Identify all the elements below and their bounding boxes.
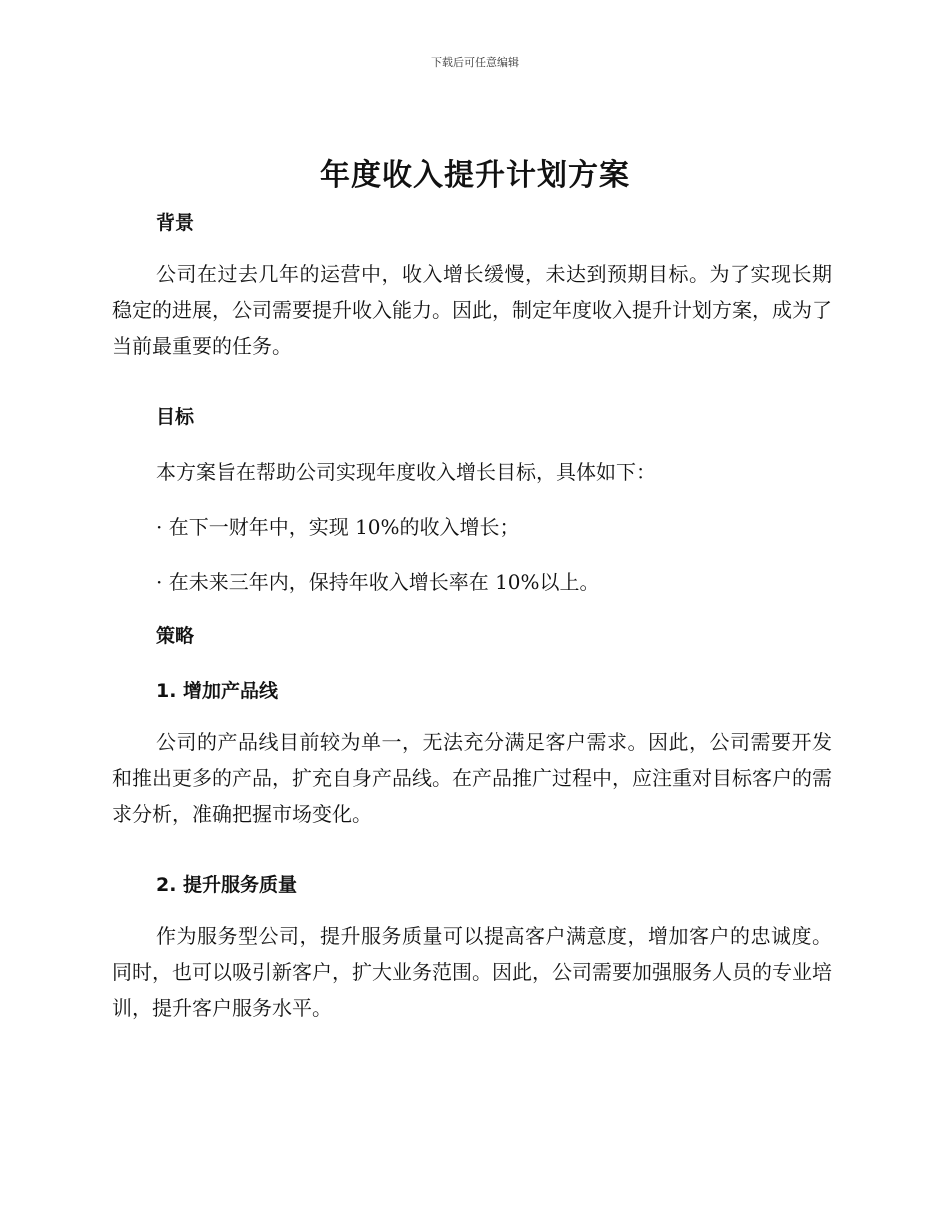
strategy-section-1-heading: 1. 增加产品线	[156, 680, 279, 702]
strategy-section-1-paragraph: 公司的产品线目前较为单一，无法充分满足客户需求。因此，公司需要开发和推出更多的产品，扩充自身产品线。在产品推广过程中，应注重对目标客户的需求分析，准确把握市场变化。	[112, 730, 832, 826]
goal-item-1: · 在下一财年中，实现 10%的收入增长；	[156, 515, 520, 539]
goals-intro: 本方案旨在帮助公司实现年度收入增长目标，具体如下：	[156, 460, 656, 484]
document-title: 年度收入提升计划方案	[320, 158, 630, 193]
background-paragraph: 公司在过去几年的运营中，收入增长缓慢，未达到预期目标。为了实现长期稳定的进展，公司需要提升收入能力。因此，制定年度收入提升计划方案，成为了当前最重要的任务。	[112, 262, 832, 358]
goal-item-2: · 在未来三年内，保持年收入增长率在 10%以上。	[156, 570, 600, 594]
strategy-heading: 策略	[156, 625, 195, 647]
strategy-section-2-heading: 2. 提升服务质量	[156, 874, 298, 896]
strategy-section-2-paragraph: 作为服务型公司，提升服务质量可以提高客户满意度，增加客户的忠诚度。同时，也可以吸引新客户，扩大业务范围。因此，公司需要加强服务人员的专业培训，提升客户服务水平。	[112, 924, 832, 1020]
goals-heading: 目标	[156, 406, 195, 428]
background-heading: 背景	[156, 212, 195, 234]
header-note: 下载后可任意编辑	[431, 56, 519, 69]
